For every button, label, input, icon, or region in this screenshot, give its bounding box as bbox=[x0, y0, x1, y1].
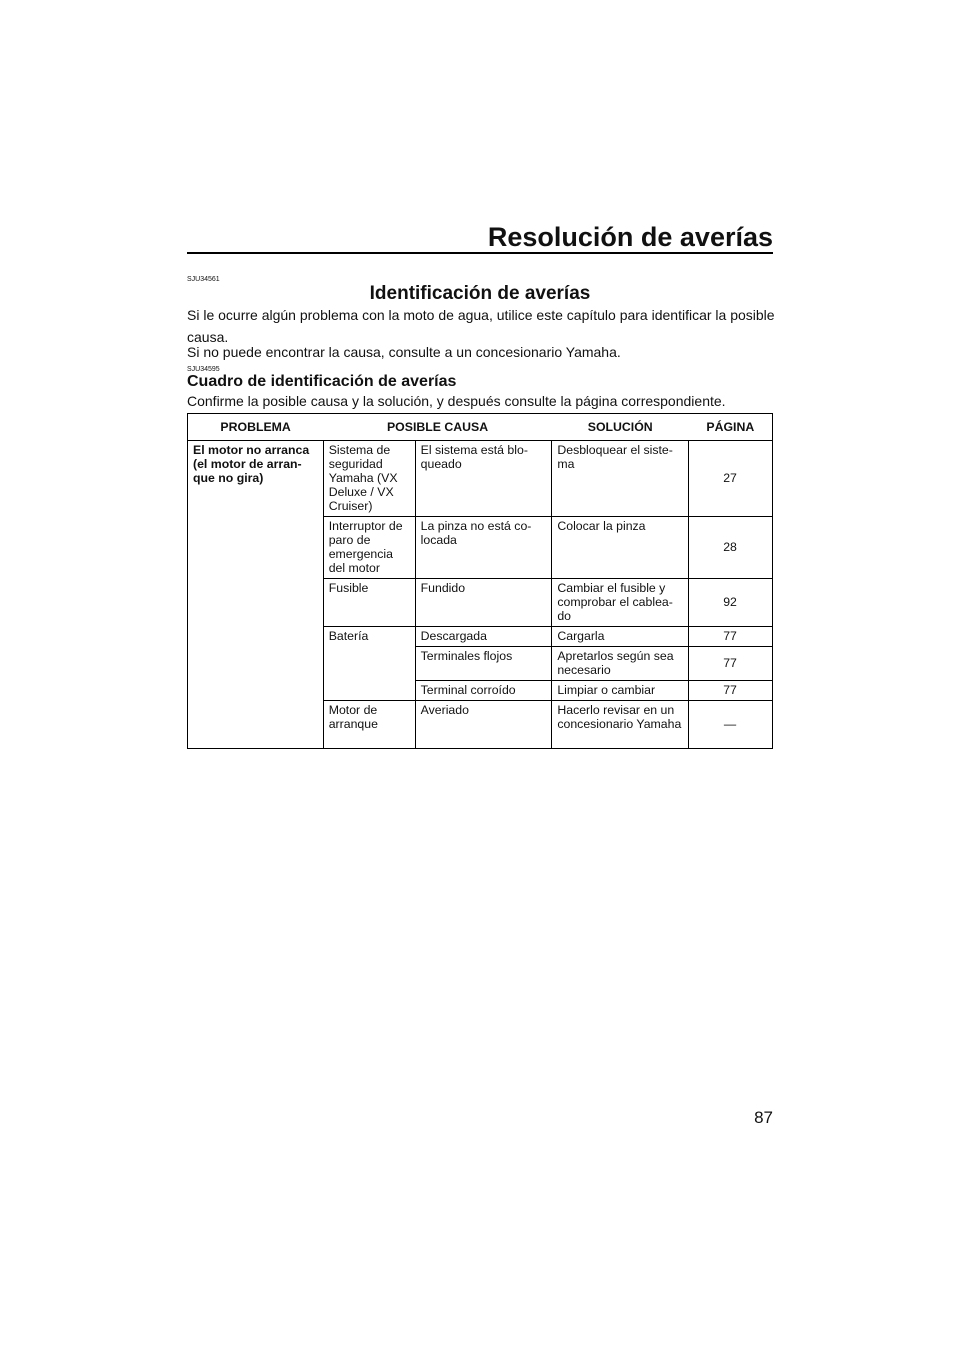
page-cell: 27 bbox=[689, 441, 773, 517]
header-cause: POSIBLE CAUSA bbox=[323, 414, 552, 441]
header-problem: PROBLEMA bbox=[188, 414, 324, 441]
troubleshooting-table bbox=[187, 413, 773, 749]
cause-cell: Sistema de seguridad Yamaha (VX Deluxe / VX Cruiser) bbox=[323, 441, 415, 517]
cause-cell: Batería bbox=[323, 627, 415, 701]
header-page: PÁGINA bbox=[689, 414, 773, 441]
page-cell: 28 bbox=[689, 517, 773, 579]
page-cell: 77 bbox=[689, 647, 773, 681]
subsection-code: SJU34595 bbox=[187, 366, 220, 373]
page-number: 87 bbox=[754, 1108, 773, 1127]
page-cell: 77 bbox=[689, 627, 773, 647]
page-cell: — bbox=[689, 701, 773, 749]
solution-cell: Hacerlo revisar en un concesionario Yamaha bbox=[552, 701, 689, 749]
solution-cell: Cargarla bbox=[552, 627, 689, 647]
cause-cell: Motor de arranque bbox=[323, 701, 415, 749]
section-title: Identificación de averías bbox=[369, 283, 591, 304]
solution-cell: Cambiar el fusible y comprobar el cablea-do bbox=[552, 579, 689, 627]
page-header-title: Resolución de averías bbox=[487, 222, 773, 252]
solution-cell: Desbloquear el siste-ma bbox=[552, 441, 689, 517]
solution-cell: Limpiar o cambiar bbox=[552, 681, 689, 701]
cause-cell: Interruptor de paro de emergencia del motor bbox=[323, 517, 415, 579]
solution-cell: Colocar la pinza bbox=[552, 517, 689, 579]
page-cell: 92 bbox=[689, 579, 773, 627]
header-solution: SOLUCIÓN bbox=[552, 414, 689, 441]
subsection-intro: Confirme la posible causa y la solución, y después consulte la página correspondiente. bbox=[187, 393, 726, 409]
detail-cell: Descargada bbox=[415, 627, 552, 647]
detail-cell: Terminal corroído bbox=[415, 681, 552, 701]
problem-cell: El motor no arranca (el motor de arran-que no gira) bbox=[193, 443, 310, 485]
section-paragraph-2: Si no puede encontrar la causa, consulte a un concesionario Yamaha. bbox=[187, 344, 621, 360]
header-rule bbox=[187, 252, 773, 254]
page-cell: 77 bbox=[689, 681, 773, 701]
section-paragraph-1: Si le ocurre algún problema con la moto de agua, utilice este capítulo para identificar la posible causa. bbox=[187, 307, 775, 345]
subsection-title: Cuadro de identificación de averías bbox=[187, 373, 457, 390]
detail-cell: La pinza no está co-locada bbox=[415, 517, 552, 579]
table-row bbox=[188, 441, 773, 517]
detail-cell: Terminales flojos bbox=[415, 647, 552, 681]
detail-cell: Fundido bbox=[415, 579, 552, 627]
detail-cell: El sistema está blo-queado bbox=[415, 441, 552, 517]
detail-cell: Averiado bbox=[415, 701, 552, 749]
cause-cell: Fusible bbox=[323, 579, 415, 627]
section-code: SJU34561 bbox=[187, 276, 220, 283]
solution-cell: Apretarlos según sea necesario bbox=[552, 647, 689, 681]
table-header-row bbox=[188, 414, 773, 441]
